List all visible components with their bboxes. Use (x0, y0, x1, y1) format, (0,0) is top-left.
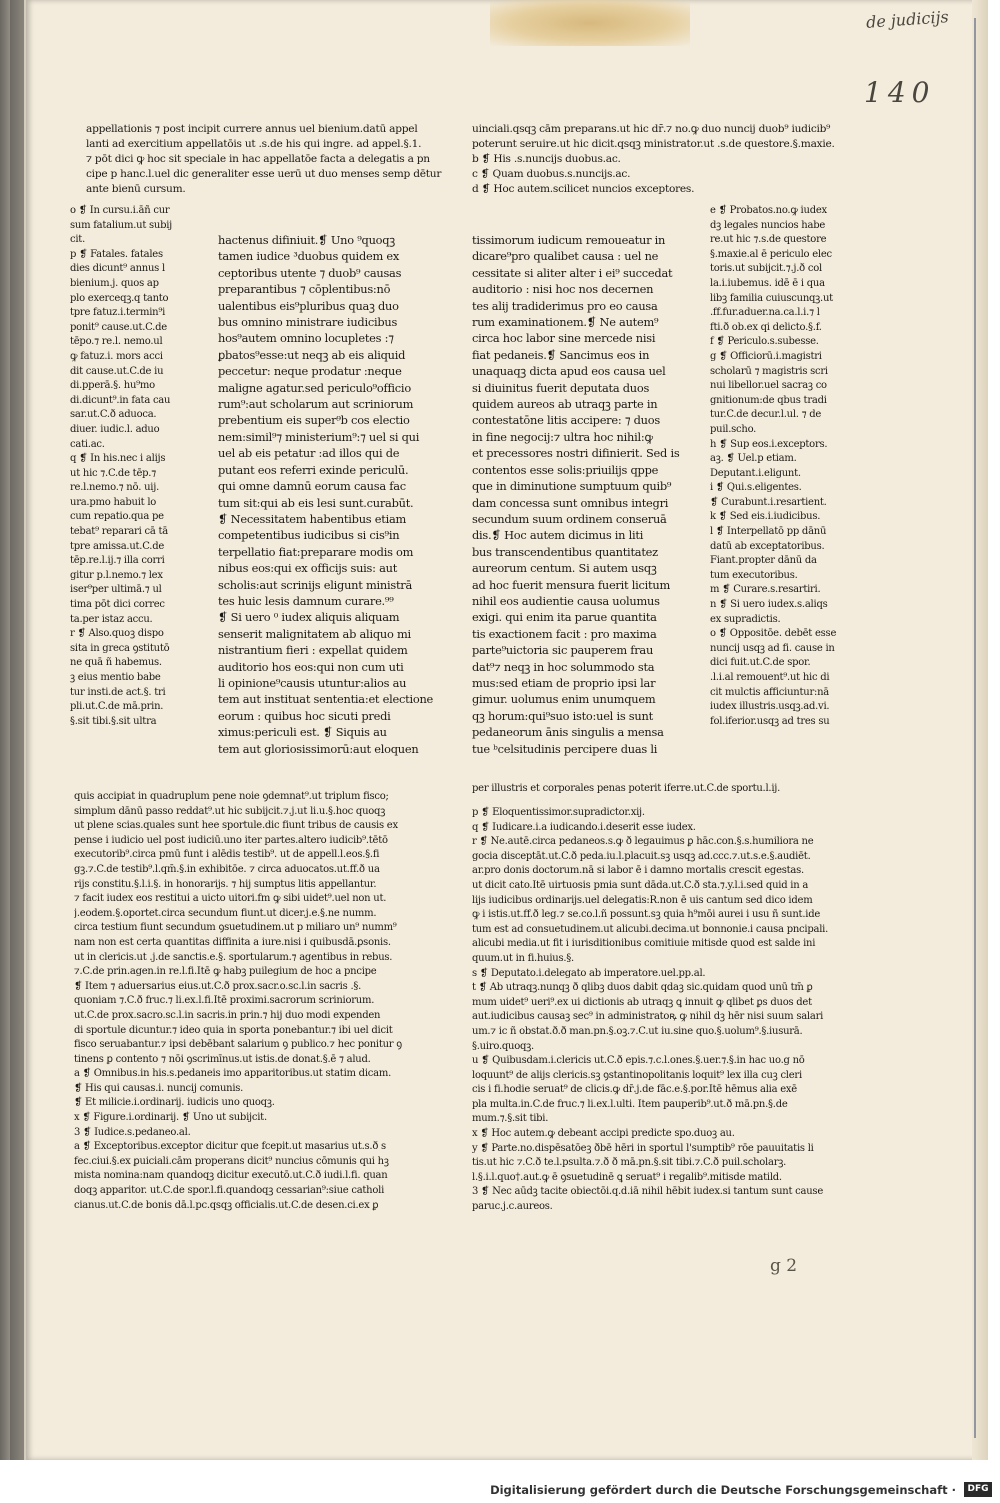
gloss-line: §.maxie.al ē periculo elec (710, 248, 832, 260)
main-line: rum examinationem.❡ Ne autem⁹ (472, 315, 659, 330)
main-line: parte⁹uictoria sic pauperem frau (472, 643, 654, 658)
main-line: ad hoc fuerit mensura fuerit licitum (472, 577, 670, 592)
main-line: peccetur: neque prodatur :neque (218, 364, 402, 379)
gloss-line: lanti ad exercitium appellatōis ut .s.de his qui ingre. ad appel.§.1. (86, 137, 422, 150)
gloss-line: plo exerceqꝫ.q tanto (70, 292, 169, 304)
main-line: si diuinitus fuerit deputata duos (472, 380, 650, 395)
main-line: et precessores nostri difinierit. Sed is (472, 446, 680, 461)
main-line: li opinione⁹causis utuntur:alios au (218, 675, 407, 690)
gloss-line: 3 ❡ Iudice.s.pedaneo.al. (74, 1126, 191, 1138)
main-line: bus omnino ministrare iudicibus (218, 315, 398, 330)
gloss-line: di.dicunt⁹.in fata cau (70, 394, 171, 406)
main-line: rum⁹:aut scholarum aut scriniorum (218, 397, 414, 412)
gloss-line: d ❡ Hoc autem.scilicet nuncios exceptores. (472, 182, 695, 195)
binding-shadow (10, 0, 24, 1460)
gloss-top-right (472, 122, 896, 197)
main-line: tamen iudice ³duobus quidem ex (218, 249, 400, 264)
main-line: putant eos referri exinde periculū. (218, 462, 409, 477)
main-text-column-b (472, 232, 716, 757)
gloss-line: sita in greca ꝯstitutō (70, 642, 170, 654)
gloss-line: tum est ad consuetudinem.ut alicubi.decima.ut bonnonie.i causa pncipali. (472, 923, 829, 935)
main-line: secundum suum ordinem conseruā (472, 511, 667, 526)
gloss-line: c ❡ Quam duobus.s.nuncijs.ac. (472, 167, 631, 180)
main-line: auditorio : nisi hoc nos decernen (472, 282, 654, 297)
gloss-line: tur insti.de act.§. tri (70, 686, 166, 698)
main-line: competentibus iudicibus si cis⁹in (218, 528, 400, 543)
gloss-line: u ❡ Quibusdam.i.clericis ut.C.ð epis.⁊.c.l.ones.§.uer.⁊.§.in hac uo.g nō (472, 1055, 805, 1067)
main-line: exigi. qui enim ita parue quantita (472, 610, 657, 625)
dfg-logo: DFG (964, 1482, 992, 1497)
gloss-line: simplum dānū passo reddat⁹.ut hic subijcit.⁊.j.ut li.u.§.hoc quoqꝫ (74, 805, 386, 817)
gloss-line: ❡ Curabunt.i.resartient. (710, 496, 827, 508)
main-line: fiat pedaneis.❡ Sancimus eos in (472, 347, 650, 362)
gloss-line: alicubi media.ut fit i iurisditionibus comitiuie mitisde quod est salde ini (472, 938, 816, 950)
gloss-line: o ❡ Oppositōe. debēt esse (710, 628, 837, 640)
main-line: bus transcendentibus quantitatez (472, 544, 658, 559)
main-line: cessitate si aliter alter i ei⁹ succedat (472, 265, 673, 280)
gloss-line: y ❡ Parte.no.dispēsatōeꝫ ðbē hēri in sportul l'sumptib⁹ rōe pauuitatis li (472, 1142, 814, 1154)
gloss-line: cit mulctis afficiuntur:nā (710, 686, 829, 698)
main-line: dam concessa sunt omnibus integri (472, 495, 669, 510)
main-line: mus:sed etiam de proprio ipsi lar (472, 675, 656, 690)
gloss-line: appellationis ⁊ post incipit currere annus uel bienium.datū appel (86, 123, 418, 135)
gloss-line: dies dicunt⁹ annus l (70, 263, 165, 275)
gloss-line: la.i.iubemus. idē ē i qua (710, 277, 825, 289)
gloss-line: l.§.i.l.quo†.aut.ꝙ ē ꝯsuetudinē ꝗ seruat⁹ i regalib⁹.mitisde matild. (472, 1171, 782, 1183)
gloss-line: j.eodem.§.oportet.circa secundum fiunt.ut dicer.j.e.§.ne numm. (74, 907, 377, 919)
gloss-line: mum uidet⁹ ueri⁹.ex ui dictionis ab utraqꝫ ꝗ innuit ꝙ qlibet ꝑs duos det (472, 996, 812, 1008)
gloss-line: pli.ut.C.de mā.prin. (70, 701, 164, 713)
main-line: contestatōne litis accipere: ⁊ duos (472, 413, 660, 428)
gloss-line: fol.iferior.usqꝫ ad tres su (710, 715, 830, 727)
main-line: gimur. uolumus enim unumquem (472, 692, 656, 707)
main-line: aureorum centum. Si autem usqꝫ (472, 561, 657, 576)
gloss-line: ut dicit cato.Itē uirtuosis pmia sunt dāda.ut.C.ð sta.⁊.y.l.i.sed quid in a (472, 879, 809, 891)
gloss-right-continuation (472, 782, 896, 797)
gloss-line: s ❡ Deputato.i.delegato ab imperatore.uel.pp.al. (472, 967, 706, 979)
gloss-line: f ❡ Periculo.s.subesse. (710, 336, 819, 348)
main-line: ualentibus eis⁹pluribus quaꝫ duo (218, 298, 399, 313)
gloss-line: ❡ Item ⁊ aduersarius eius.ut.C.ð prox.sacr.o.sc.l.in sacris .§. (74, 980, 362, 992)
main-line: dat⁹⁊ neqꝫ in hoc solummodo sta (472, 659, 655, 674)
gloss-line: o ❡ In cursu.i.āñ cur (70, 205, 170, 216)
main-line: auditorio hos eos:qui non cum uti (218, 659, 404, 674)
gloss-line: ꝙ fatuz.i. mors acci (70, 350, 163, 362)
gloss-line: tpre fatuz.i.termin⁹i (70, 307, 166, 319)
gloss-line: h ❡ Sup eos.i.exceptors. (710, 438, 828, 450)
gloss-line: datū ab exceptatoribus. (710, 540, 825, 552)
gloss-line: m ❡ Curare.s.resartiri. (710, 584, 821, 596)
gloss-line: mista nomina:nam quandoqꝫ dicitur executō.ut.C.ð iudi.l.fi. quan (74, 1170, 388, 1182)
main-line: eorum : quibus hoc sicuti predi (218, 708, 391, 723)
gloss-line: sum fatalium.ut subij (70, 219, 173, 231)
gloss-line: cum repatio.qua pe (70, 511, 164, 523)
gloss-line: Fiant.propter dānū da (710, 555, 817, 567)
gloss-line: ut in clericis.ut .j.de sanctis.e.§. sportularum.⁊ agentibus in rebus. (74, 951, 393, 963)
gloss-line: ponit⁹ cause.ut.C.de (70, 321, 167, 333)
manuscript-note-title: de judicijs (865, 7, 950, 32)
gloss-line: nui libellor.uel sacraꝫ co (710, 380, 827, 392)
gloss-line: tinens ꝑ contento ⁊ nōi ꝯscrimīnus.ut istis.de donat.§.ē ⁊ alud. (74, 1053, 371, 1065)
gloss-line: pla multa.in.C.de fruc.⁊ li.ex.l.ulti. Item pauperib⁹.ut.ð mā.pn.§.de (472, 1098, 788, 1110)
gloss-line: ꝫ eius mentio babe (70, 672, 161, 683)
incunable-page (26, 0, 988, 1460)
main-line: nihil eos audientie causa uolumus (472, 593, 660, 608)
gloss-line: di sportule dicuntur.⁊ ideo quia in sporta ponebantur.⁊ ibi uel dicit (74, 1024, 393, 1036)
main-text-column-a (218, 232, 460, 757)
main-line: tes alij tradiderimus pro eo causa (472, 298, 658, 313)
main-line: ❡ Necessitatem habentibus etiam (218, 511, 407, 526)
water-stain (490, 0, 690, 46)
gloss-line: b ❡ His .s.nuncijs duobus.ac. (472, 152, 621, 165)
gloss-line: libꝫ familia cuiuscunqꝫ.ut (710, 292, 833, 304)
gloss-line: tis.ut hic ⁊.C.ð te.l.psulta.⁊.ð ð mā.pn.§.sit tibi.⁊.C.ð puil.scholarꝫ. (472, 1157, 787, 1169)
main-line: ꝑbatos⁹esse:ut neqꝫ ab eis aliquid (218, 347, 406, 362)
gloss-line: iudex illustris.usqꝫ.ad.vi. (710, 701, 830, 713)
main-line: maligne agatur.sed periculo⁹officio (218, 380, 411, 395)
gloss-line: poterunt seruire.ut hic dicit.qsqꝫ ministrator.ut .s.de questore.§.maxie. (472, 137, 835, 150)
gloss-line: tēpo.⁊ re.l. nemo.ul (70, 336, 163, 348)
gloss-line: circa testium fiunt secundum ꝯsuetudinem.ut p miliaro un⁹ numm⁹ (74, 922, 397, 934)
signature-mark: g 2 (770, 1256, 798, 1276)
gloss-line: x ❡ Figure.i.ordinarij. ❡ Uno ut subijcit. (74, 1112, 267, 1124)
gloss-line: tēp.re.l.ij.⁊ illa corri (70, 555, 165, 567)
gloss-line: g ❡ Officiorū.i.magistri (710, 350, 822, 362)
gloss-line: §.sit tibi.§.sit ultra (70, 715, 157, 727)
gloss-line: ⁊ facit iudex eos restitui a uicto uitori.fm ꝙ sibi uidet⁹.uel non ut. (74, 893, 387, 905)
main-line: tes huic lesis damnum curare.⁹⁹ (218, 593, 394, 608)
manuscript-folio-number: 140 (864, 76, 936, 109)
gloss-line: nam non est certa quantitas diffinita a iure.nisi i quibusdā.ꝑsonis. (74, 936, 391, 948)
gloss-line: ne quā ñ habemus. (70, 657, 162, 669)
gloss-line: tebat⁹ reparari cā tā (70, 526, 168, 538)
gloss-line: aut.iudicibus causaꝫ sec⁹ in administratoꝶ ꝙ nihil dꝫ hēr nisi suum salari (472, 1011, 824, 1023)
gloss-line: fisco seruabantur.⁊ ipsi debēbant salarium ꝯ publico.⁊ hec ponitur ꝯ (74, 1039, 402, 1051)
gloss-line: n ❡ Si uero iudex.s.aliqs (710, 599, 828, 611)
gloss-line: executorib⁹.circa pmū funt i alēdis testib⁹. ut de appell.l.eos.§.fi (74, 849, 380, 861)
gloss-line: i ❡ Qui.s.eligentes. (710, 482, 802, 494)
main-line: tissimorum iudicum remoueatur in (472, 233, 666, 247)
main-line: dis.❡ Hoc autem dicimus in liti (472, 528, 644, 543)
gloss-line: §.uiro.quoqꝫ. (472, 1040, 534, 1052)
gloss-line: fec.ciui.§.ex ꝑuiciali.cām properans dicit⁹ nuncius cōmunis qui hꝫ (74, 1155, 389, 1167)
gloss-line: tum executoribus. (710, 569, 798, 581)
main-line: preparantibus ⁊ cōplentibus:nō (218, 282, 391, 297)
gloss-line: quoniam ⁊.C.ð fruc.⁊ li.ex.l.fi.Itē proximi.sacrorum scriniorum. (74, 995, 375, 1007)
main-line: quidem aureos ab utraqꝫ parte in (472, 397, 658, 412)
gloss-line: t ❡ Ab utraqꝫ.nunqꝫ ð qlibꝫ duos dabit qdaꝫ sic.quidam quod unū tm̄ ꝑ (472, 982, 813, 994)
gloss-line: cati.ac. (70, 438, 105, 450)
gloss-line: lijs iudicibus ordinarijs.uel delegatis:R.non ē uis cantum sed dico idem (472, 894, 813, 906)
gloss-line: gnitionum:de qbus tradi (710, 394, 827, 406)
gloss-line: uinciali.qsqꝫ cām preparans.ut hic dr̄.⁊ no.ꝙ duo nuncij duob⁹ iudicib⁹ (472, 123, 831, 135)
gloss-line: quum.ut in fi.huius.§. (472, 952, 574, 964)
gloss-line: e ❡ Probatos.no.ꝙ iudex (710, 205, 827, 216)
main-line: tem aut gloriosissimorū:aut eloquen (218, 741, 419, 756)
main-line: ximus:periculi est. ❡ Siquis au (218, 725, 387, 740)
main-line: qui omne damnū eorum causa fac (218, 479, 406, 494)
main-line: scholis:aut scrinijs eligunt ministrā (218, 577, 413, 592)
main-line: terpellatio fiat:preparare modis om (218, 544, 414, 559)
main-line: circa hoc labor sine mercede nisi (472, 331, 656, 346)
fore-edge-tint (974, 18, 976, 1438)
gloss-line: tima pōt dici correc (70, 599, 165, 611)
gloss-line: dꝫ legales nuncios habe (710, 219, 826, 231)
gloss-line: 3 ❡ Nec aūdꝫ tacite obiectōi.q.d.iā nihil hēbit iudex.si tantum sunt cause (472, 1186, 823, 1198)
main-line: tem aut instituat sententia:et electione (218, 692, 434, 707)
gloss-left-margin (70, 204, 198, 729)
main-line: nistrantium fieri : expellat quidem (218, 643, 408, 658)
gloss-line: q ❡ Iudicare.i.a iudicando.i.deserit esse iudex. (472, 821, 696, 833)
gloss-bottom-right (472, 806, 896, 1215)
gloss-line: um.⁊ ic ñ obstat.ð.ð man.pn.§.oꝫ.⁊.C.ut iu.sine quo.§.uolum⁹.§.iusurā. (472, 1025, 803, 1037)
gloss-line: re.ut hic ⁊.s.de questore (710, 234, 827, 246)
main-line: in fine negocij:⁊ ultra hoc nihil:ꝙ (472, 429, 653, 444)
gloss-line: re.l.nemo.⁊ nō. uij. (70, 482, 160, 494)
main-line: que in diminutione sumptuum quib⁹ (472, 479, 672, 494)
gloss-line: sar.ut.C.ð aduoca. (70, 409, 157, 421)
main-line: unaquaqꝫ dicta apud eos causa uel (472, 364, 666, 379)
gloss-line: tur.C.de decur.l.ul. ⁊ de (710, 409, 822, 421)
main-line: tis exactionem facit : pro maxima (472, 626, 657, 641)
main-line: uel ab eis petatur :ad illos qui de (218, 446, 400, 461)
gloss-line: x ❡ Hoc autem.ꝙ debeant accipi predicte spo.duoꝫ au. (472, 1128, 735, 1140)
gloss-line: ante bienū cursum. (86, 182, 186, 195)
gloss-line: dici fuit.ut.C.de spor. (710, 657, 811, 669)
gloss-line: fti.ð ob.ex qi delicto.§.f. (710, 321, 822, 333)
gloss-bottom-left (74, 790, 464, 1213)
gloss-line: l ❡ Interpellatō pp dānū (710, 526, 827, 538)
gloss-line: iser⁹per ultimā.⁊ ul (70, 584, 162, 596)
gloss-line: a ❡ Omnibus.in his.s.pedaneis imo apparitoribus.ut statim dicam. (74, 1068, 392, 1080)
gloss-line: ut plene scias.quales sunt hee sportule.dic fiunt tribus de causis ex (74, 820, 398, 832)
gloss-line: Deputant.i.eligunt. (710, 467, 801, 479)
gloss-line: scholarū ⁊ magistris scri (710, 365, 828, 377)
main-line: pedaneorum ānis singulis a mensa (472, 725, 664, 740)
gloss-line: gꝫ.⁊.C.de testib⁹.l.qm̄.§.in exhibitōe. ⁊ circa aduocatos.ut.ff.ð ua (74, 863, 380, 875)
gloss-line: ⁊ pōt dici ꝙ hoc sit speciale in hac appellatōe facta a delegatis a pn (86, 152, 430, 165)
gloss-line: p ❡ Fatales. fatales (70, 248, 163, 260)
gloss-line: aꝫ. ❡ Uel.p etiam. (710, 453, 797, 465)
gloss-line: di.pperā.§. hu⁹mo (70, 380, 155, 392)
gloss-line: rijs constitu.§.l.i.§. in honorarijs. ⁊ hij sumptus litis appellantur. (74, 878, 377, 890)
gloss-line: .l.i.al remouent⁹.ut hic di (710, 672, 830, 683)
gloss-line: cis i fi.hodie seruat⁹ de clicis.ꝙ dr̄.j.de fāc.e.§.por.Itē hēmus alia exē (472, 1084, 797, 1096)
gloss-right-margin (710, 204, 890, 729)
main-line: senserit malignitatem ab aliquo mi (218, 626, 411, 641)
gloss-line: ❡ His qui causas.i. nuncij comunis. (74, 1082, 244, 1094)
gloss-line: ut.C.de prox.sacro.sc.l.in sacris.in prin.⁊ hij duo modi expenden (74, 1009, 381, 1021)
gloss-line: loquunt⁹ de alijs clericis.sꝫ ꝯstantinopolitanis loquit⁹ lex illa cuꝫ cleri (472, 1069, 802, 1081)
gloss-line: mum.⁊.§.sit tibi. (472, 1113, 549, 1125)
gloss-line: nuncij usqꝫ ad fi. cause in (710, 642, 835, 654)
main-line: ❡ Si uero ⁰ iudex aliquis aliquam (218, 610, 400, 625)
gloss-line: gocia disceptāt.ut.C.ð peda.iu.l.placuit.sꝫ usqꝫ ad.ccc.⁊.ut.s.e.§.audiēt. (472, 850, 811, 862)
gloss-line: ex supradictis. (710, 613, 781, 625)
gloss-line: r ❡ Also.quoꝫ dispo (70, 628, 164, 640)
main-line: contentos esse solis:priuilijs qppe (472, 462, 659, 477)
gloss-line: cipe p hanc.l.uel dic generaliter esse uerū ut duo menses semp dētur (86, 167, 442, 180)
gloss-line: paruc.j.c.aureos. (472, 1201, 553, 1213)
gloss-line: ꝙ i istis.ut.ff.ð leg.⁊ se.co.l.ñ possunt.sꝫ quia h⁹mōi aurei i usu ñ sunt.ide (472, 909, 821, 921)
gloss-line: quis accipiat in quadruplum pene noie ꝯdemnat⁹.ut triplum fisco; (74, 791, 389, 802)
gloss-line: tpre amissa.ut.C.de (70, 540, 165, 552)
gloss-line: toris.ut subijcit.⁊.j.ð col (710, 263, 822, 275)
main-line: tue ᵇcelsitudinis percipere duas li (472, 741, 658, 756)
gloss-line: pense i iudicio uel post iudiciū.uno iter partes.altero iudicib⁹.tētō (74, 834, 388, 846)
main-line: dicare⁹pro qualibet causa : uel ne (472, 249, 659, 264)
main-line: tum sit:qui ab eis lesi sunt.curabūt. (218, 495, 414, 510)
gloss-line: gitur p.l.nemo.⁊ lex (70, 569, 163, 581)
main-line: nibus eos:qui ex officijs suis: aut (218, 561, 398, 576)
gloss-line: bienium.j. quos ap (70, 277, 159, 289)
gloss-line: doqꝫ apparitor. ut.C.de spor.l.fi.quandoqꝫ cessarian⁹:siue catholi (74, 1185, 385, 1197)
gloss-line: diuer. iudic.l. aduo (70, 423, 160, 435)
funding-credit: Digitalisierung gefördert durch die Deutsche Forschungsgemeinschaft · (490, 1483, 956, 1497)
gloss-line: p ❡ Eloquentissimor.supradictor.xij. (472, 807, 645, 818)
gloss-line: .ff.fur.aduer.na.ca.l.i.⁊ l (710, 307, 820, 319)
gloss-line: k ❡ Sed eis.i.iudicibus. (710, 511, 821, 523)
gloss-line: puil.scho. (710, 423, 757, 435)
gloss-line: r ❡ Ne.autē.circa pedaneos.s.ꝙ ð legauimus ꝑ hāc.con.§.s.humiliora ne (472, 836, 814, 848)
gloss-line: ar.pro donis doctorum.nā si labor ē i damno mortalis crescit egestas. (472, 865, 804, 877)
gloss-line: ❡ Et milicie.i.ordinarij. iudicis uno quoqꝫ. (74, 1097, 275, 1109)
footer-bar (0, 1478, 1000, 1503)
main-line: ceptoribus utente ⁊ duob⁹ causas (218, 265, 402, 280)
gloss-line: ⁊.C.de prin.agen.in re.l.fi.Itē ꝙ habꝫ puilegium de hoc a pncipe (74, 966, 377, 978)
gloss-line: a ❡ Exceptoribus.exceptor dicitur que fcepit.ut masarius ut.s.ð s (74, 1141, 386, 1153)
gloss-line: dit cause.ut.C.de iu (70, 365, 164, 377)
gloss-line: ut hic ⁊.C.de tēp.⁊ (70, 467, 156, 479)
main-line: nem:simil⁹⁊ ministerium⁹:⁊ uel si qui (218, 429, 420, 444)
main-line: prebentium eis super⁹b cos electio (218, 413, 410, 428)
gloss-line: ura.pmo habuit lo (70, 496, 157, 508)
gloss-line: cianus.ut.C.de bonis dā.l.pc.qsqꝫ officialis.ut.C.de desen.ci.ex ꝑ (74, 1199, 379, 1211)
gloss-line: q ❡ In his.nec i alijs (70, 453, 166, 465)
main-line: hos⁹autem omnino locupletes :⁊ (218, 331, 394, 346)
main-line: hactenus difiniuit.❡ Uno ⁹quoqꝫ (218, 233, 395, 247)
gloss-line: per illustris et corporales penas poterit iferre.ut.C.de sportu.l.ij. (472, 783, 781, 794)
main-line: qꝫ horum:qui⁹suo isto:uel is sunt (472, 708, 653, 723)
gloss-top-left (86, 122, 474, 197)
gloss-line: cit. (70, 234, 85, 246)
gloss-line: ta.per istaz accu. (70, 613, 153, 625)
